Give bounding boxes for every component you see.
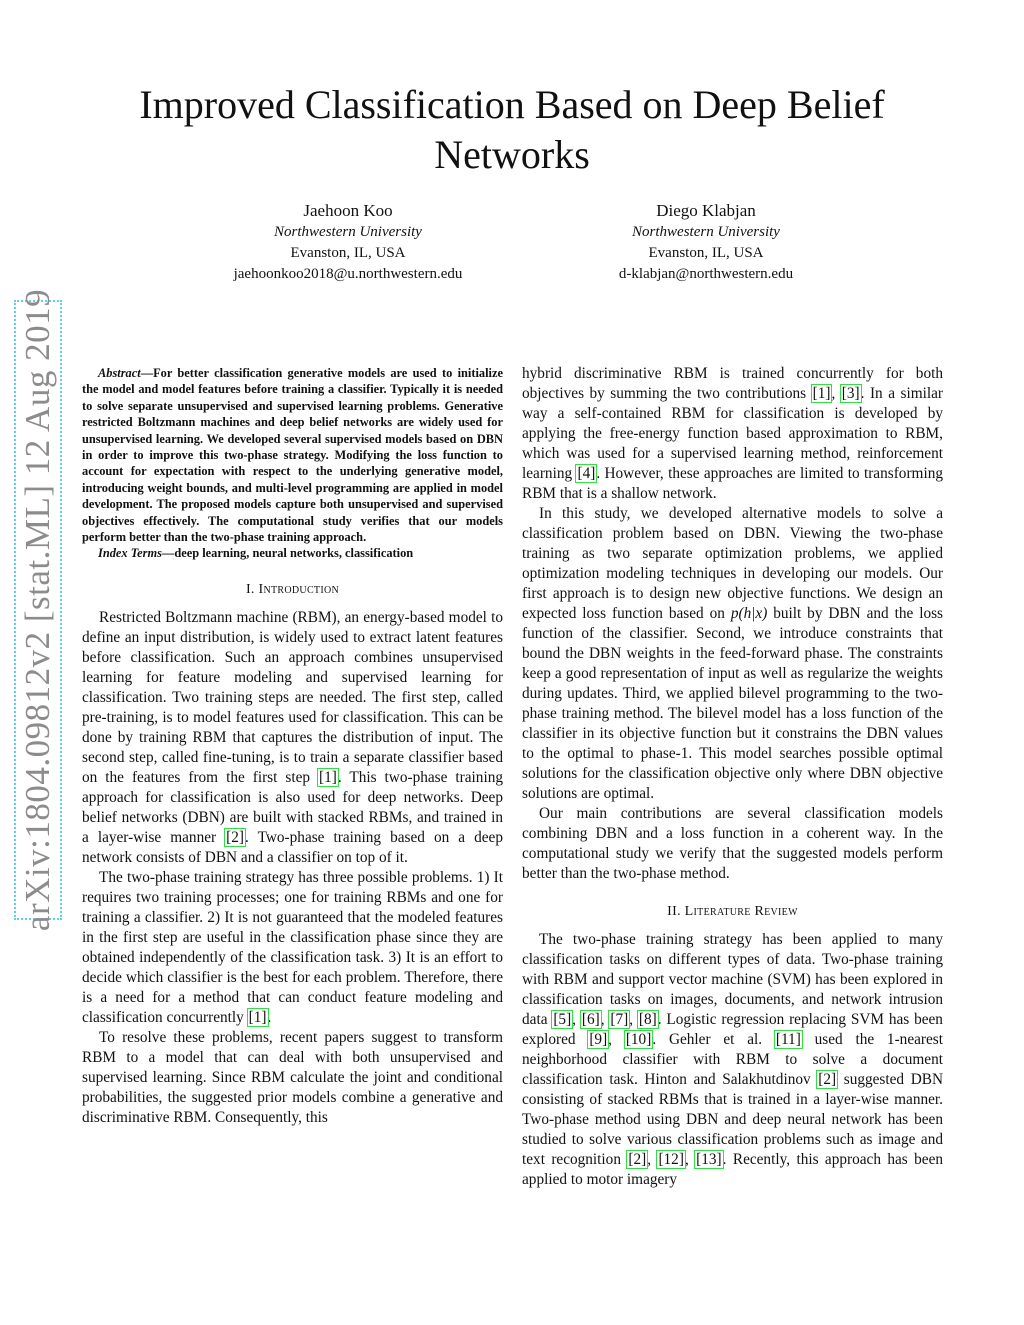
intro-paragraph-3-continued [522, 364, 943, 504]
text-run: . Recently, this approach has been applied to motor imagery [522, 1151, 944, 1188]
citation-link[interactable]: [6] [581, 1011, 600, 1028]
arxiv-stamp [14, 288, 62, 932]
index-terms: Index Terms—deep learning, neural networks, classification [98, 546, 414, 561]
text-run: used the 1-nearest neighborhood classifier with RBM to solve a document classification task. Hinton and Salakhutdinov [522, 1031, 943, 1088]
text-run: , [608, 1031, 625, 1048]
text-run: . Two-phase training based on a deep network consists of DBN and a classifier on top of it. [82, 828, 503, 866]
text-run: hybrid discriminative RBM is trained concurrently for both objectives by summing the two contributions [522, 365, 943, 402]
math-expression: p(h|x) [730, 605, 768, 622]
author-email[interactable]: jaehoonkoo2018@u.northwestern.edu [233, 266, 463, 282]
text-run: . In a similar way a self-contained RBM for classification is developed by applying the free-energy function based approximation to RBM, which was used for a supervised learning method, reinforcement learning [522, 385, 943, 482]
citation-link[interactable]: [11] [775, 1031, 801, 1048]
citation-link[interactable]: [8] [638, 1011, 657, 1028]
citation-link[interactable]: [2] [628, 1151, 647, 1168]
text-run: . Logistic regression replacing SVM has been explored [522, 1011, 943, 1048]
citation-link[interactable]: [9] [589, 1031, 608, 1048]
author-name: Jaehoon Koo [303, 201, 393, 220]
text-run: , [647, 1151, 658, 1168]
abstract-label: Abstract [98, 366, 141, 380]
text-run: , [831, 385, 841, 402]
author-location: Evanston, IL, USA [648, 245, 764, 261]
lit-paragraph-1 [522, 930, 943, 1190]
text-run: built by DBN and the loss function of the classifier. Second, we introduce constraints that bound the DBN weights in the feed-forward phase. The constraints keep a good representation of input as well as regularize the weights during updates. Third, we applied bilevel programming to the two-phase training method. The bilevel model has a loss function of the classifier in its objective function but it constrains the DBN values to the optimal to phase-1. This model searches possible optimal solutions for the classification objective only where DBN objective solutions are optimal. [522, 605, 943, 802]
text-run: . Gehler et al. [652, 1031, 775, 1048]
paper-title: Improved Classification Based on Deep Belief Networks [139, 82, 885, 177]
text-run: , [629, 1011, 638, 1028]
intro-paragraph-2 [82, 868, 503, 1028]
text-run: The two-phase training strategy has three possible problems. 1) It requires two training processes; one for training RBMs and one for training a classifier. 2) It is not guaranteed that the modeled features in the first step are useful in the classification phase since they are obtained independently of the classification task. 3) It is an effort to decide which classifier is the best for each problem. Therefore, there is a need for a method that can conduct feature modeling and classification concurrently [82, 868, 503, 1026]
text-run: . This two-phase training approach for classification is also used for deep networks. Deep belief networks (DBN) are built with stacked RBMs, and trained in a layer-wise manner [82, 768, 503, 846]
arxiv-identifier: arXiv:1804.09812v2 [stat.ML] 12 Aug 2019 [18, 288, 57, 932]
citation-link[interactable]: [1] [248, 1008, 267, 1026]
author-block-2 [516, 200, 896, 285]
text-run: Restricted Boltzmann machine (RBM), an energy-based model to define an input distribution, is widely used to extract latent features before classification. Such an approach combines unsupervised learning for feature modeling and supervised learning for classification. Two training steps are needed. The first step, called pre-training, is to model features used for classification. This can be done by training RBM that captures the distribution of input. The second step, called fine-tuning, is to train a separate classifier based on the features from the first step [82, 608, 503, 786]
author-location: Evanston, IL, USA [290, 245, 406, 261]
citation-link[interactable]: [5] [553, 1011, 572, 1028]
index-terms-label: Index Terms [98, 546, 162, 561]
citation-link[interactable]: [2] [226, 828, 244, 846]
author-affiliation: Northwestern University [632, 224, 780, 240]
citation-link[interactable]: [10] [625, 1031, 652, 1048]
citation-link[interactable]: [4] [577, 465, 596, 482]
section-heading-introduction: I. Introduction [245, 581, 340, 597]
author-email[interactable]: d-klabjan@northwestern.edu [618, 266, 794, 282]
intro-paragraph-4 [522, 504, 943, 804]
text-run: suggested DBN consisting of stacked RBMs that is trained in a layer-wise manner. Two-phase method using DBN and deep neural network has been studied to solve various classification problems such as image and text recognition [522, 1071, 943, 1168]
citation-link[interactable]: [12] [658, 1151, 684, 1168]
abstract-text: For better classification generative models are used to initialize the model and model features before training a classifier. Typically it is needed to solve separate unsupervised and supervised learning problems. Generative restricted Boltzmann machines and deep belief networks are widely used for unsupervised learning. We developed several supervised models based on DBN in order to improve this two-phase strategy. Modifying the loss function to account for expectation with respect to the underlying generative model, introducing weight bounds, and multi-level programming are applied in model development. The proposed models capture both unsupervised and supervised objectives effectively. The computational study verifies that our models perform better than the two-phase training approach. [82, 366, 503, 545]
citation-link[interactable]: [13] [696, 1151, 722, 1168]
text-run: . However, these approaches are limited to transforming RBM that is a shallow network. [522, 465, 943, 502]
citation-link[interactable]: [7] [610, 1011, 629, 1028]
text-run: , [572, 1011, 581, 1028]
intro-paragraph-1 [82, 608, 503, 868]
text-run: , [684, 1151, 696, 1168]
citation-link[interactable]: [1] [812, 385, 831, 402]
text-run: . [267, 1008, 272, 1026]
abstract: Abstract—For better classification generative models are used to initialize the model and model features before training a classifier. Typically it is needed to solve separate unsupervised and supervised learning problems. Generative restricted Boltzmann machines and deep belief networks are widely used for unsupervised learning. We developed several supervised models based on DBN in order to improve this two-phase strategy. Modifying the loss function to account for expectation with respect to the underlying generative model, introducing weight bounds, and multi-level programming are applied in model development. The proposed models capture both unsupervised and supervised objectives effectively. The computational study verifies that our models perform better than the two-phase training approach. [82, 366, 503, 545]
citation-link[interactable]: [2] [818, 1071, 837, 1088]
index-terms-text: deep learning, neural networks, classification [174, 546, 414, 561]
author-name: Diego Klabjan [656, 201, 756, 220]
text-run: The two-phase training strategy has been applied to many classification tasks on different types of data. Two-phase training with RBM and support vector machine (SVM) has been explored in classification tasks on images, documents, and network intrusion data [522, 931, 943, 1028]
author-block-1 [158, 200, 538, 285]
citation-link[interactable]: [1] [319, 768, 337, 786]
author-affiliation: Northwestern University [274, 224, 422, 240]
text-run: In this study, we developed alternative models to solve a classification problem based on DBN. Viewing the two-phase training as two separate optimization problems, we applied optimization modeling techniques in developing our models. Our first approach is to design new objective functions. We design an expected loss function based on [522, 505, 943, 622]
citation-link[interactable]: [3] [841, 385, 860, 402]
left-column [82, 365, 503, 1128]
section-heading-literature-review: II. Literature Review [667, 904, 798, 919]
intro-paragraph-3: To resolve these problems, recent papers suggest to transform RBM to a model that can deal with both unsupervised and supervised learning. Since RBM calculate the joint and conditional probabilities, the suggested prior models combine a generative and discriminative RBM. Consequently, this [82, 1028, 503, 1126]
right-column [522, 364, 943, 1190]
text-run: , [600, 1011, 610, 1028]
intro-paragraph-5: Our main contributions are several classification models combining DBN and a loss function in a coherent way. In the computational study we verify that the suggested models perform better than the two-phase method. [522, 805, 943, 882]
